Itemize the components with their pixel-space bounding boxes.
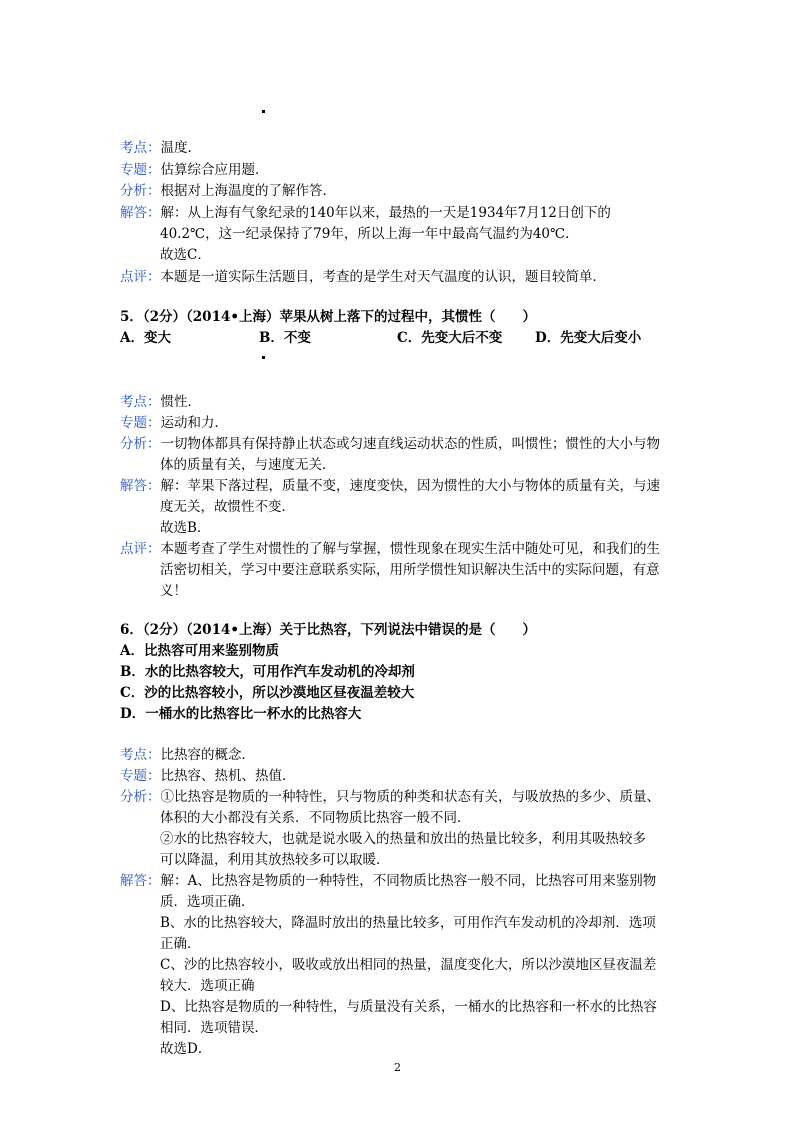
q6-option-a: A．比热容可用来鉴别物质	[120, 643, 279, 659]
jieda-label: 解答：	[120, 873, 161, 889]
stray-dot-top	[262, 110, 265, 113]
q6-jieda-line-1: 解：A、比热容是物质的一种特性，不同物质比热容一般不同，比热容可用来鉴别物	[160, 873, 657, 889]
q5-zhuanti-text: 运动和力．	[160, 415, 228, 431]
page-number: 2	[394, 1061, 401, 1074]
q6-fenxi-line-4: 可以降温，利用其放热较多可以取暖．	[160, 852, 390, 868]
q6-jieda-line-6: 较大．选项正确	[160, 978, 255, 994]
q6-jieda-line-2: 质．选项正确．	[160, 894, 255, 910]
q6-option-d: D．一桶水的比热容比一杯水的比热容大	[120, 706, 362, 722]
dianping-label: 点评：	[120, 269, 161, 285]
q4-dianping-text: 本题是一道实际生活题目，考查的是学生对天气温度的认识，题目较简单．	[160, 269, 606, 285]
q4-jieda-line-2: 40.2℃，这一纪录保持了79年，所以上海一年中最高气温约为40℃．	[160, 226, 579, 242]
q6-fenxi-line-2: 体积的大小都没有关系．不同物质比热容一般不同．	[160, 810, 471, 826]
q6-kaodian-row	[120, 745, 255, 765]
q5-jieda-line-3: 故选B．	[160, 520, 211, 536]
kaodian-label: 考点：	[120, 394, 161, 410]
q5-dianping-line-1: 本题考查了学生对惯性的了解与掌握，惯性现象在现实生活中随处可见，和我们的生	[160, 541, 660, 557]
q4-fenxi-text: 根据对上海温度的了解作答．	[160, 183, 336, 199]
q6-kaodian-text: 比热容的概念．	[160, 747, 255, 763]
q6-jieda-line-5: C、沙的比热容较小，吸收或放出相同的热量，温度变化大，所以沙漠地区昼夜温差	[160, 957, 657, 973]
q5-kaodian-row	[120, 392, 201, 412]
dianping-label: 点评：	[120, 541, 161, 557]
zhuanti-label: 专题：	[120, 768, 161, 784]
kaodian-label: 考点：	[120, 140, 161, 156]
jieda-label: 解答：	[120, 205, 161, 221]
q6-option-b: B．水的比热容较大，可用作汽车发动机的冷却剂	[120, 664, 415, 680]
jieda-label: 解答：	[120, 478, 161, 494]
q5-dianping-line-2: 活密切相关，学习中要注意联系实际，用所学惯性知识解决生活中的实际问题，有意	[160, 562, 660, 578]
q4-zhuanti-text: 估算综合应用题．	[160, 162, 269, 178]
q4-jieda-row	[120, 203, 611, 223]
q6-option-c: C．沙的比热容较小，所以沙漠地区昼夜温差较大	[120, 685, 415, 701]
q5-option-c: C．先变大后不变	[397, 330, 503, 346]
q4-jieda-line-1: 解：从上海有气象纪录的140年以来，最热的一天是1934年7月12日创下的	[160, 205, 611, 221]
q6-fenxi-line-1: ①比热容是物质的一种特性，只与物质的种类和状态有关，与吸放热的多少、质量、	[160, 789, 660, 805]
stray-dot-q5	[262, 356, 265, 359]
q5-fenxi-line-2: 体的质量有关，与速度无关．	[160, 457, 336, 473]
q5-fenxi-row	[120, 434, 660, 454]
q6-jieda-line-3: B、水的比热容较大，降温时放出的热量比较多，可用作汽车发动机的冷却剂．选项	[160, 915, 656, 931]
q6-stem: 6．（2分）（2014•上海）关于比热容，下列说法中错误的是（ ）	[120, 622, 536, 638]
q5-jieda-line-1: 解：苹果下落过程，质量不变，速度变快，因为惯性的大小与物体的质量有关，与速	[160, 478, 660, 494]
q5-option-b: B．不变	[259, 330, 311, 346]
q5-jieda-row	[120, 476, 660, 496]
q4-zhuanti-row	[120, 160, 269, 180]
fenxi-label: 分析：	[120, 436, 161, 452]
q5-zhuanti-row	[120, 413, 228, 433]
q6-fenxi-line-3: ②水的比热容较大，也就是说水吸入的热量和放出的热量比较多，利用其吸热较多	[160, 831, 646, 847]
q6-zhuanti-row	[120, 766, 296, 786]
q5-dianping-row	[120, 539, 660, 559]
q6-zhuanti-text: 比热容、热机、热值．	[160, 768, 296, 784]
q4-jieda-line-3: 故选C．	[160, 247, 211, 263]
zhuanti-label: 专题：	[120, 162, 161, 178]
kaodian-label: 考点：	[120, 747, 161, 763]
q5-fenxi-line-1: 一切物体都具有保持静止状态或匀速直线运动状态的性质，叫惯性；惯性的大小与物	[160, 436, 660, 452]
q5-option-a: A．变大	[120, 330, 171, 346]
q4-kaodian-text: 温度．	[160, 140, 201, 156]
q5-kaodian-text: 惯性．	[160, 394, 201, 410]
q4-kaodian-row	[120, 138, 201, 158]
q5-option-d: D．先变大后变小	[535, 330, 642, 346]
q5-dianping-line-3: 义！	[160, 583, 187, 599]
zhuanti-label: 专题：	[120, 415, 161, 431]
q6-jieda-row	[120, 871, 656, 891]
q6-jieda-line-9: 故选D．	[160, 1041, 212, 1057]
q6-jieda-line-7: D、比热容是物质的一种特性，与质量没有关系，一桶水的比热容和一杯水的比热容	[160, 999, 657, 1015]
q6-jieda-line-4: 正确．	[160, 936, 201, 952]
fenxi-label: 分析：	[120, 183, 161, 199]
q5-stem: 5．（2分）（2014•上海）苹果从树上落下的过程中，其惯性（ ）	[120, 309, 536, 325]
q4-fenxi-row	[120, 181, 336, 201]
fenxi-label: 分析：	[120, 789, 161, 805]
q6-fenxi-row	[120, 787, 660, 807]
q4-dianping-row	[120, 267, 606, 287]
q5-jieda-line-2: 度无关，故惯性不变．	[160, 499, 295, 515]
q6-jieda-line-8: 相同．选项错误．	[160, 1020, 268, 1036]
